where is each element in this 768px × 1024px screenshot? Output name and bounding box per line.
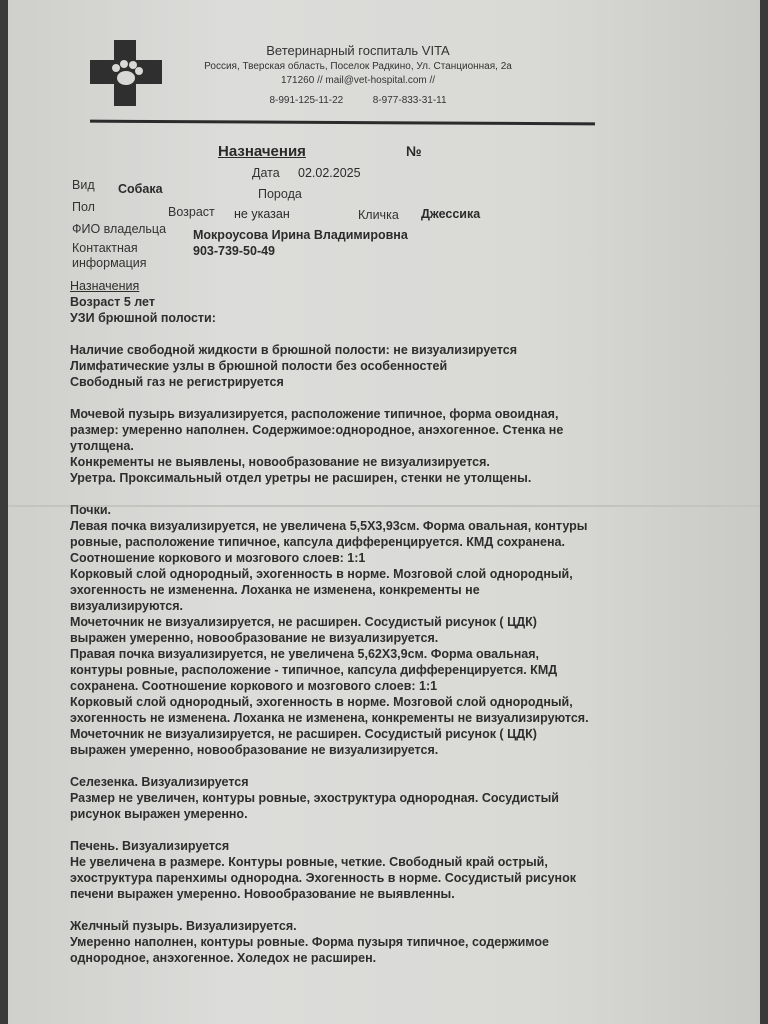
report-line: Уретра. Проксимальный отдел уретры не расширен, стенки не утолщены. [70,471,532,485]
age-value: не указан [234,207,290,221]
nickname-value: Джессика [421,207,481,221]
report-line: Соотношение коркового и мозгового слоев: 1:1 [70,551,366,565]
report-line: выражен умеренно, новообразование не визуализируется. [70,631,439,645]
species-label: Вид [72,178,95,192]
clinic-name: Ветеринарный госпиталь VITA [266,43,450,58]
clinic-phone-2: 8-977-833-31-11 [372,95,447,106]
report-line: Корковый слой однородный, эхогенность в норме. Мозговой слой однородный, [70,695,573,709]
owner-value: Мокроусова Ирина Владимировна [193,228,408,242]
report-line: Корковый слой однородный, эхогенность в норме. Мозговой слой однородный, [70,567,573,581]
report-line: размер: умеренно наполнен. Содержимое:однородное, анэхогенное. Стенка не [70,423,564,437]
species-value: Собака [118,182,163,196]
report-line: эхоструктура паренхимы однородна. Эхогенность в норме. Сосудистый рисунок [70,871,576,885]
clinic-logo-icon [86,38,166,108]
report-line: эхогенность не измененна. Лоханка не изменена, конкременты не [70,583,480,597]
report-line: сохранена. Соотношение коркового и мозгового слоев: 1:1 [70,679,438,693]
blank-line [70,486,630,502]
date-label: Дата [252,166,280,180]
blank-line [70,902,630,918]
breed-label: Порода [258,187,302,201]
report-line: однородное, анэхогенное. Холедох не расширен. [70,951,377,965]
report-line: Размер не увеличен, контуры ровные, эхоструктура однородная. Сосудистый [70,791,559,805]
nickname-label: Кличка [358,208,399,222]
report-line: выражен умеренно, новообразование не визуализируется. [70,743,439,757]
clinic-postal-email: 171260 // mail@vet-hospital.com // [280,75,436,86]
clinic-phones [178,94,538,108]
header-divider [90,120,595,126]
report-line: рисунок выражен умеренно. [70,807,248,821]
clinic-phone-1: 8-991-125-11-22 [269,95,344,106]
report-line: эхогенность не изменена. Лоханка не изменена, конкременты не визуализируются. [70,711,589,725]
report-line: Наличие свободной жидкости в брюшной полости: не визуализируется [70,343,518,357]
page-title: Назначения [218,143,306,160]
blank-line [70,822,630,838]
report-line: Селезенка. Визуализируется [70,775,249,789]
report-line: Мочевой пузырь визуализируется, расположение типичное, форма овоидная, [70,407,559,421]
report-line: печени выражен умеренно. Новообразование не выявленны. [70,887,455,901]
report-line: Почки. [70,503,111,517]
report-line: Печень. Визуализируется [70,839,230,853]
date-value: 02.02.2025 [298,166,361,180]
report-line: Лимфатические узлы в брюшной полости без особенностей [70,359,448,373]
owner-label: ФИО владельца [72,222,167,236]
contact-value: 903-739-50-49 [193,244,276,258]
report-line: Возраст 5 лет [70,295,155,309]
sex-label: Пол [72,200,95,214]
contact-label-line2: информация [72,256,147,270]
report-line: Свободный газ не регистрируется [70,375,284,389]
report-line: Мочеточник не визуализируется, не расширен. Сосудистый рисунок ( ЦДК) [70,615,537,629]
contact-label-line1: Контактная [72,241,138,255]
number-label: № [406,143,422,159]
report-line: Желчный пузырь. Визуализируется. [70,919,297,933]
blank-line [70,390,630,406]
report-line: Левая почка визуализируется, не увеличена 5,5Х3,93см. Форма овальная, контуры [70,519,588,533]
document-page [8,0,760,1024]
section-heading: Назначения [70,279,140,293]
report-line: визуализируются. [70,599,183,613]
report-line: ровные, расположение типичное, капсула дифференцируется. КМД сохранена. [70,535,565,549]
clinic-address: Россия, Тверская область, Поселок Радкино, Ул. Станционная, 2а [204,61,512,72]
report-line: Конкременты не выявлены, новообразование не визуализируется. [70,455,490,469]
report-line: Правая почка визуализируется, не увеличена 5,62Х3,9см. Форма овальная, [70,647,540,661]
blank-line [70,326,630,342]
report-line: Не увеличена в размере. Контуры ровные, четкие. Свободный край острый, [70,855,548,869]
clinic-header [178,42,538,108]
age-label: Возраст [168,205,215,219]
report-line: Умеренно наполнен, контуры ровные. Форма пузыря типичное, содержимое [70,935,549,949]
report-line: Мочеточник не визуализируется, не расширен. Сосудистый рисунок ( ЦДК) [70,727,537,741]
report-line: УЗИ брюшной полости: [70,311,216,325]
report-line: контуры ровные, расположение - типичное, капсула дифференцируется. КМД [70,663,558,677]
report-line: утолщена. [70,439,134,453]
report-lines [70,294,630,966]
blank-line [70,758,630,774]
report-body [70,278,630,966]
